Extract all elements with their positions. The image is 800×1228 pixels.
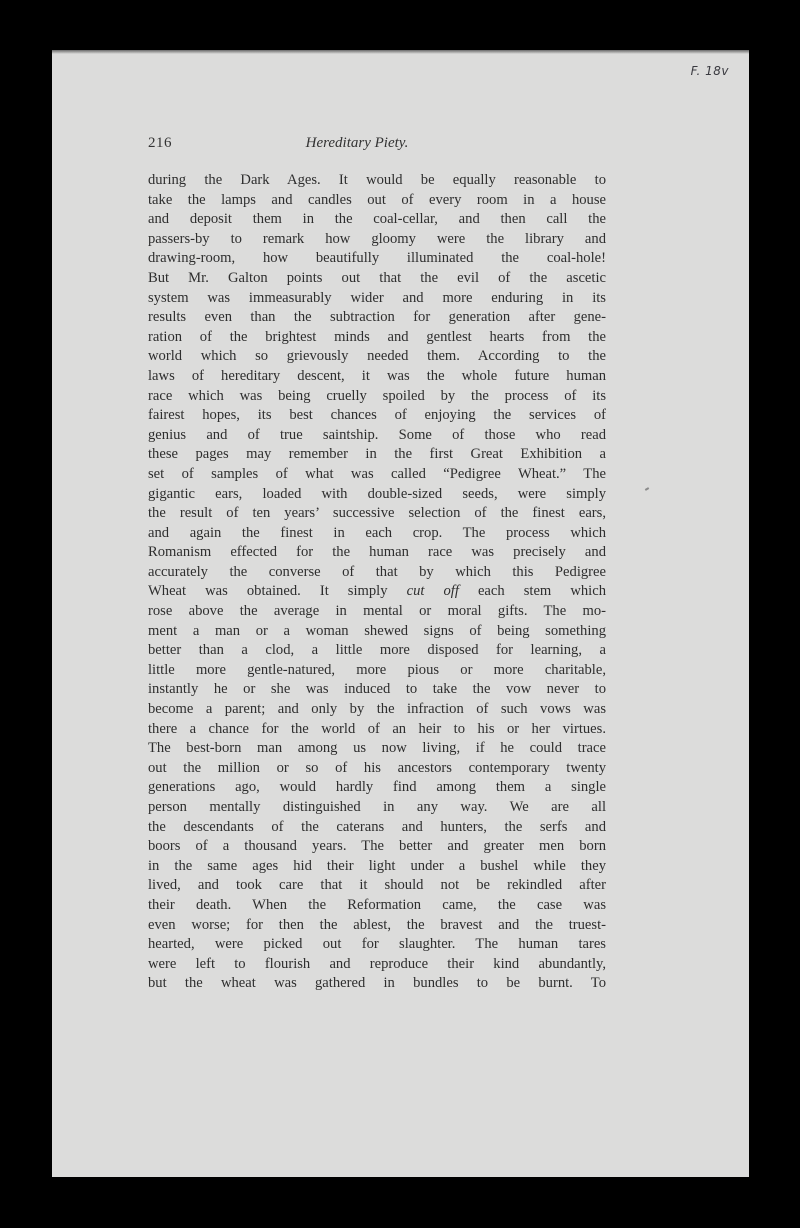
- stray-mark: [645, 487, 649, 491]
- text-line: and deposit them in the coal-cellar, and then call the: [148, 211, 606, 228]
- text-line: system was immeasurably wider and more enduring in its: [148, 289, 606, 306]
- text-line: better than a clod, a little more disposed for learning, a: [148, 642, 606, 659]
- text-line: their death. When the Reformation came, the case was: [148, 896, 606, 913]
- body-text: [148, 171, 606, 994]
- text-line: become a parent; and only by the infraction of such vows was: [148, 701, 606, 718]
- text-line: accurately the converse of that by which this Pedigree: [148, 563, 606, 580]
- text-line: The best-born man among us now living, if he could trace: [148, 740, 606, 757]
- page-number: 216: [148, 135, 172, 151]
- text-line: world which so grievously needed them. According to the: [148, 348, 606, 365]
- text-line: instantly he or she was induced to take the vow never to: [148, 681, 606, 698]
- text-line: there a chance for the world of an heir to his or her virtues.: [148, 720, 606, 737]
- text-line: were left to flourish and reproduce their kind abundantly,: [148, 955, 606, 972]
- text-line: Wheat was obtained. It simply cut off each stem which: [148, 583, 606, 600]
- text-line: the result of ten years’ successive selection of the finest ears,: [148, 505, 606, 522]
- handwritten-folio-annotation: F. 18v: [690, 64, 729, 78]
- text-line: Romanism effected for the human race was precisely and: [148, 544, 606, 561]
- text-line: take the lamps and candles out of every room in a house: [148, 191, 606, 208]
- text-line: ment a man or a woman shewed signs of being something: [148, 622, 606, 639]
- text-line: during the Dark Ages. It would be equally reasonable to: [148, 172, 606, 188]
- text-line: genius and of true saintship. Some of those who read: [148, 426, 606, 443]
- text-line: But Mr. Galton points out that the evil of the ascetic: [148, 269, 606, 286]
- text-line: ration of the brightest minds and gentlest hearts from the: [148, 328, 606, 345]
- text-line: hearted, were picked out for slaughter. The human tares: [148, 936, 606, 953]
- text-line: set of samples of what was called “Pedigree Wheat.” The: [148, 465, 606, 482]
- text-line: generations ago, would hardly find among them a single: [148, 779, 606, 796]
- text-line: results even than the subtraction for generation after gene-: [148, 309, 606, 326]
- text-line: even worse; for then the ablest, the bravest and the truest-: [148, 916, 606, 933]
- text-line: passers-by to remark how gloomy were the library and: [148, 230, 606, 247]
- text-line: race which was being cruelly spoiled by the process of its: [148, 387, 606, 404]
- text-line: lived, and took care that it should not be rekindled after: [148, 877, 606, 894]
- text-line: fairest hopes, its best chances of enjoying the services of: [148, 407, 606, 424]
- text-line: and again the finest in each crop. The process which: [148, 524, 606, 541]
- text-line: little more gentle-natured, more pious or more charitable,: [148, 661, 606, 678]
- text-line: but the wheat was gathered in bundles to be burnt. To: [148, 975, 606, 992]
- text-line: out the million or so of his ancestors contemporary twenty: [148, 759, 606, 776]
- text-line: laws of hereditary descent, it was the whole future human: [148, 367, 606, 384]
- running-header: [148, 133, 606, 155]
- text-line: the descendants of the caterans and hunters, the serfs and: [148, 818, 606, 835]
- text-line: in the same ages hid their light under a bushel while they: [148, 857, 606, 874]
- text-line: rose above the average in mental or moral gifts. The mo-: [148, 603, 606, 620]
- running-title: Hereditary Piety.: [305, 135, 409, 151]
- text-line: boors of a thousand years. The better and greater men born: [148, 838, 606, 855]
- text-line: person mentally distinguished in any way. We are all: [148, 799, 606, 815]
- page-edge-shadow: [52, 50, 749, 54]
- text-line: gigantic ears, loaded with double-sized seeds, were simply: [148, 485, 606, 502]
- text-line: these pages may remember in the first Great Exhibition a: [148, 446, 606, 463]
- text-line: drawing-room, how beautifully illuminated the coal-hole!: [148, 250, 606, 267]
